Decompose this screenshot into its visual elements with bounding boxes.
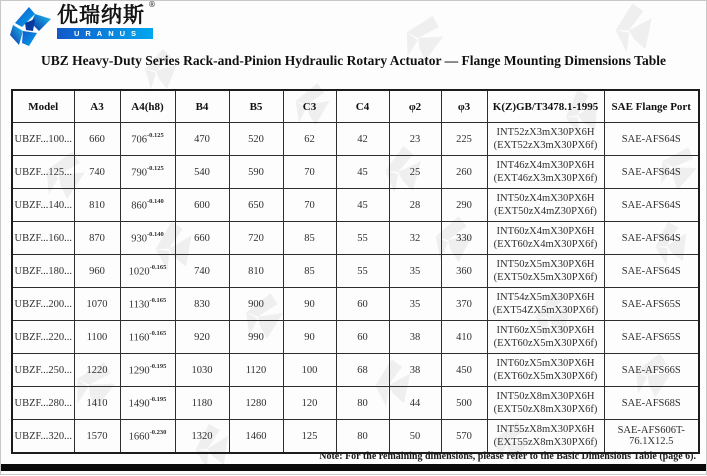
cell-phi2: 32 [389,222,441,255]
cell-spline-spec: INT55zX8mX30PX6H (EXT55zX8mX30PX6f) [487,420,604,454]
cell-a4: $1660^{-0.230}$ [120,420,175,454]
cell-b4: 1320 [175,420,229,454]
col-header-b4: B4 [175,90,229,123]
cell-sae-port: SAE-AFS606T-76.1X12.5 [604,420,699,454]
cell-b4: 600 [175,189,229,222]
cell-spline-spec: INT50zX4mX30PX6H (EXT50zX4mZ30PX6f) [487,189,604,222]
cell-sae-port: SAE-AFS64S [604,156,699,189]
cell-spline-spec: INT60zX4mX30PX6H (EXT60zX4mX30PX6f) [487,222,604,255]
col-header-phi3: φ3 [441,90,487,123]
cell-model: UBZF...250... [12,354,74,387]
cell-c3: 85 [283,255,336,288]
cell-c4: 60 [336,321,389,354]
cell-sae-port: SAE-AFS64S [604,222,699,255]
cell-c4: 55 [336,255,389,288]
cell-a3: 870 [74,222,120,255]
cell-a3: 1570 [74,420,120,454]
cell-phi3: 410 [441,321,487,354]
col-header-c3: C3 [283,90,336,123]
cell-phi3: 370 [441,288,487,321]
cell-phi2: 44 [389,387,441,420]
table-row [12,354,699,387]
table-row [12,321,699,354]
table-row [12,222,699,255]
cell-phi3: 450 [441,354,487,387]
cell-b5: 1120 [229,354,283,387]
cell-a4: $790^{-0.125}$ [120,156,175,189]
tolerance-superscript: -0.165 [149,263,167,271]
table-row [12,387,699,420]
cell-spline-spec: INT60zX5mX30PX6H (EXT60zX5mX30PX6f) [487,354,604,387]
cell-b5: 1280 [229,387,283,420]
cell-a3: 660 [74,123,120,156]
tolerance-superscript: -0.195 [149,395,167,403]
col-header-b5: B5 [229,90,283,123]
tolerance-superscript: -0.165 [149,296,167,304]
cell-a4: $1130^{-0.165}$ [120,288,175,321]
cell-b5: 650 [229,189,283,222]
cell-phi2: 28 [389,189,441,222]
cell-a3: 1100 [74,321,120,354]
cell-a4: $1290^{-0.195}$ [120,354,175,387]
tolerance-superscript: -0.140 [146,230,164,238]
table-header-row [12,90,699,123]
brand-logo [9,0,157,47]
registered-trademark-icon: ® [148,0,157,9]
cell-c3: 70 [283,156,336,189]
cell-spline-spec: INT50zX8mX30PX6H (EXT50zX8mX30PX6f) [487,387,604,420]
cell-a3: 960 [74,255,120,288]
cell-a3: 1410 [74,387,120,420]
table-body [12,123,699,454]
cell-spline-spec: INT46zX4mX30PX6H (EXT46zX3mX30PX6f) [487,156,604,189]
cell-phi2: 35 [389,255,441,288]
cell-a3: 740 [74,156,120,189]
cell-a4: $1020^{-0.165}$ [120,255,175,288]
cell-c3: 90 [283,288,336,321]
cell-model: UBZF...280... [12,387,74,420]
cell-model: UBZF...140... [12,189,74,222]
cell-phi3: 330 [441,222,487,255]
uranus-logo-icon [9,5,53,47]
cell-sae-port: SAE-AFS65S [604,288,699,321]
table-row [12,420,699,454]
cell-sae-port: SAE-AFS64S [604,189,699,222]
col-header-sae-flange-port: SAE Flange Port [604,90,699,123]
table-row [12,255,699,288]
cell-c3: 120 [283,387,336,420]
cell-b5: 590 [229,156,283,189]
cell-phi3: 500 [441,387,487,420]
cell-model: UBZF...220... [12,321,74,354]
cell-b5: 990 [229,321,283,354]
cell-phi2: 35 [389,288,441,321]
page-bottom-rule [1,464,706,471]
cell-a4: $860^{-0.140}$ [120,189,175,222]
cell-c4: 80 [336,387,389,420]
cell-b4: 540 [175,156,229,189]
table-row [12,156,699,189]
cell-sae-port: SAE-AFS68S [604,387,699,420]
cell-spline-spec: INT52zX3mX30PX6H (EXT52zX3mX30PX6f) [487,123,604,156]
cell-spline-spec: INT50zX5mX30PX6H (EXT50zX5mX30PX6f) [487,255,604,288]
cell-c4: 68 [336,354,389,387]
cell-a4: $1160^{-0.165}$ [120,321,175,354]
cell-c3: 62 [283,123,336,156]
cell-model: UBZF...125... [12,156,74,189]
table-row [12,288,699,321]
tolerance-superscript: -0.140 [146,197,164,205]
table-row [12,189,699,222]
cell-phi2: 38 [389,354,441,387]
cell-phi3: 290 [441,189,487,222]
cell-b4: 1180 [175,387,229,420]
cell-b5: 720 [229,222,283,255]
cell-model: UBZF...160... [12,222,74,255]
tolerance-superscript: -0.165 [149,329,167,337]
cell-a3: 1070 [74,288,120,321]
cell-c3: 100 [283,354,336,387]
cell-sae-port: SAE-AFS66S [604,354,699,387]
cell-c3: 85 [283,222,336,255]
cell-sae-port: SAE-AFS65S [604,321,699,354]
cell-c3: 125 [283,420,336,454]
cell-model: UBZF...200... [12,288,74,321]
cell-phi3: 260 [441,156,487,189]
tolerance-superscript: -0.195 [149,362,167,370]
cell-b4: 660 [175,222,229,255]
cell-c4: 45 [336,156,389,189]
cell-phi2: 25 [389,156,441,189]
cell-c3: 90 [283,321,336,354]
cell-b5: 810 [229,255,283,288]
cell-c3: 70 [283,189,336,222]
cell-b4: 920 [175,321,229,354]
cell-b5: 1460 [229,420,283,454]
cell-spline-spec: INT60zX5mX30PX6H (EXT60zX5mX30PX6f) [487,321,604,354]
cell-model: UBZF...100... [12,123,74,156]
cell-phi2: 23 [389,123,441,156]
cell-phi2: 50 [389,420,441,454]
page-title: UBZ Heavy-Duty Series Rack-and-Pinion Hydraulic Rotary Actuator — Flange Mounting Dimensions Table [41,53,666,68]
cell-sae-port: SAE-AFS64S [604,255,699,288]
flange-dimensions-table [11,89,700,454]
cell-phi2: 38 [389,321,441,354]
table-row [12,123,699,156]
cell-b4: 740 [175,255,229,288]
brand-name-en: URANUS [57,28,153,39]
col-header-a4h8: A4(h8) [120,90,175,123]
cell-sae-port: SAE-AFS64S [604,123,699,156]
col-header-c4: C4 [336,90,389,123]
cell-c4: 60 [336,288,389,321]
col-header-spline-std: K(Z)GB/T3478.1-1995 [487,90,604,123]
cell-phi3: 570 [441,420,487,454]
cell-phi3: 225 [441,123,487,156]
tolerance-superscript: -0.230 [149,428,167,436]
cell-b4: 1030 [175,354,229,387]
cell-b5: 520 [229,123,283,156]
cell-c4: 80 [336,420,389,454]
brand-name-cn: 优瑞纳斯 ® [57,0,157,27]
tolerance-superscript: -0.125 [146,164,164,172]
cell-a4: $930^{-0.140}$ [120,222,175,255]
cell-b5: 900 [229,288,283,321]
cell-b4: 830 [175,288,229,321]
cell-a4: $706^{-0.125}$ [120,123,175,156]
cell-spline-spec: INT54zX5mX30PX6H (EXT54ZX5mX30PX6f) [487,288,604,321]
cell-c4: 55 [336,222,389,255]
cell-phi3: 360 [441,255,487,288]
col-header-phi2: φ2 [389,90,441,123]
cell-b4: 470 [175,123,229,156]
tolerance-superscript: -0.125 [146,131,164,139]
cell-a3: 810 [74,189,120,222]
footnote: Note: For the remaining dimensions, please refer to the Basic Dimensions Table (page 6). [319,451,696,462]
cell-c4: 42 [336,123,389,156]
cell-c4: 45 [336,189,389,222]
watermark-icon [607,0,667,59]
cell-model: UBZF...320... [12,420,74,454]
cell-model: UBZF...180... [12,255,74,288]
col-header-model: Model [12,90,74,123]
col-header-a3: A3 [74,90,120,123]
cell-a4: $1490^{-0.195}$ [120,387,175,420]
cell-a3: 1220 [74,354,120,387]
